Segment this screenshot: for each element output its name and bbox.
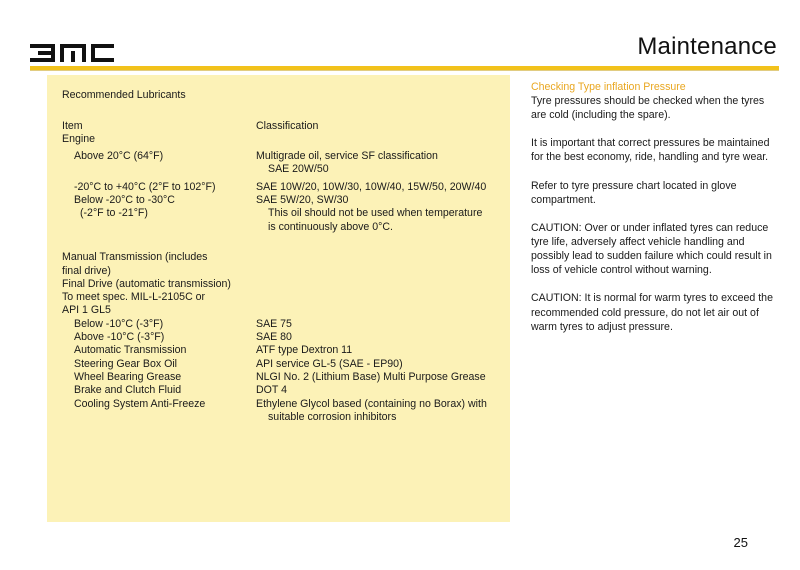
manual-transmission-label: Manual Transmission (includes [62,251,208,264]
tyre-paragraph: Tyre pressures should be checked when the tyres are cold (including the spare). [531,95,765,122]
engine-label: Engine [62,132,95,145]
tyre-paragraph: It is important that correct pressures be maintained for the best economy, ride, handling and tyre wear. [531,137,770,164]
table-row-classification: NLGI No. 2 (Lithium Base) Multi Purpose Grease [256,370,486,383]
table-row-classification: Ethylene Glycol based (containing no Borax) with [256,397,487,410]
table-row-classification: Multigrade oil, service SF classification [256,150,438,163]
table-row-note: This oil should not be used when temperature [268,207,483,220]
tyre-paragraph: Refer to tyre pressure chart located in glove compartment. [531,179,737,206]
table-row-item: Brake and Clutch Fluid [74,384,182,397]
manual-transmission-label: final drive) [62,264,111,277]
table-row-classification: SAE 5W/20, SW/30 [256,194,349,207]
page-number: 25 [733,535,748,550]
table-row-item: Above -10°C (-3°F) [74,331,165,344]
table-row-note: is continuously above 0°C. [268,220,393,233]
tyre-caution: CAUTION: Over or under inflated tyres can reduce tyre life, adversely affect vehicle handling and possibly lead to sudden failure which could result in loss of vehicle control without warning. [531,221,772,277]
column-header-classification: Classification [256,119,319,132]
tyre-pressure-heading: Checking Type inflation Pressure [531,81,686,93]
table-row-classification: API service GL-5 (SAE - EP90) [256,357,403,370]
table-row-classification: ATF type Dextron 11 [256,344,353,357]
table-row-classification: SAE 75 [256,317,292,330]
table-row-item: Steering Gear Box Oil [74,357,178,370]
table-row-classification: SAE 10W/20, 10W/30, 10W/40, 15W/50, 20W/40 [256,180,487,193]
tyre-caution: CAUTION: It is normal for warm tyres to exceed the recommended cold pressure, do not let air out of warm tyres to adjust pressure. [531,292,773,333]
table-row-classification: DOT 4 [256,384,288,397]
table-row-item: -20°C to +40°C (2°F to 102°F) [74,180,216,193]
table-row-classification: SAE 80 [256,331,292,344]
table-row-item: Automatic Transmission [74,344,187,357]
page-title: Maintenance [637,33,777,60]
table-row-item: (-2°F to -21°F) [80,207,148,220]
final-drive-label: Final Drive (automatic transmission) [62,277,231,290]
spec-label: API 1 GL5 [62,304,111,317]
table-row-item: Below -20°C to -30°C [74,194,175,207]
table-row-item: Wheel Bearing Grease [74,370,182,383]
spec-label: To meet spec. MIL-L-2105C or [62,291,206,304]
table-row-classification: SAE 20W/50 [268,163,329,176]
tyre-pressure-section [531,80,781,348]
table-row-classification: suitable corrosion inhibitors [268,410,397,423]
lubricants-heading: Recommended Lubricants [62,89,186,101]
table-row-item: Above 20°C (64°F) [74,150,164,163]
table-row-item: Cooling System Anti-Freeze [74,397,206,410]
lubricants-panel [47,75,510,522]
table-row-item: Below -10°C (-3°F) [74,317,164,330]
column-header-item: Item [62,119,83,132]
header-divider-thin [30,70,779,71]
dmc-logo [30,42,114,64]
